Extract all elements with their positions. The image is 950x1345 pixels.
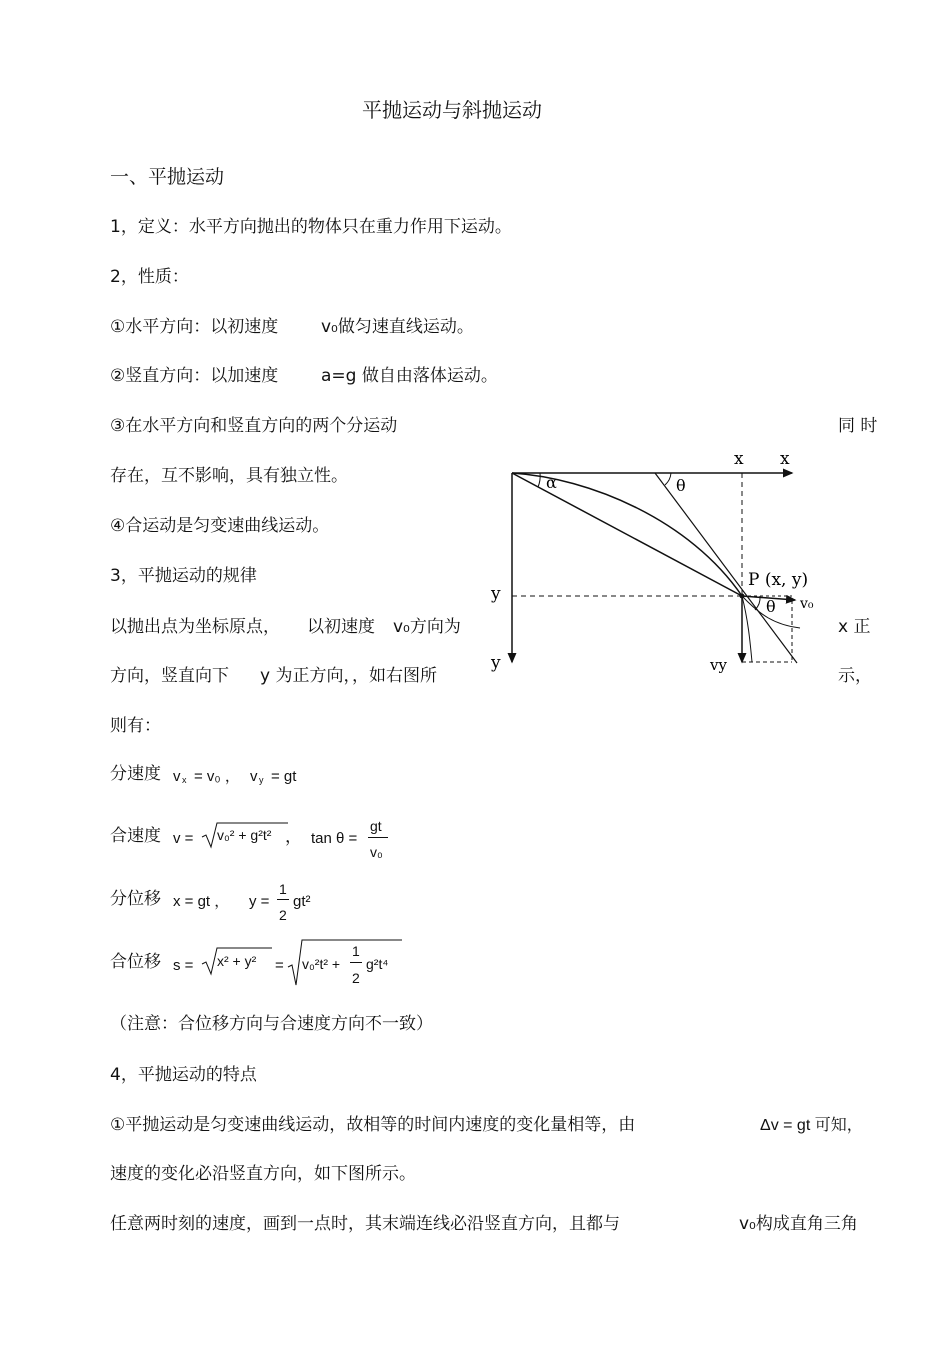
then-text: 则有：	[110, 716, 161, 736]
vx-symbol: v	[173, 768, 181, 785]
v0-label: v₀	[800, 596, 814, 612]
tan-lhs: tan θ =	[311, 830, 358, 847]
coord-text-c: v₀方向为	[393, 617, 461, 637]
fraction-bar	[350, 962, 362, 963]
x-equation: x = gt ，	[173, 893, 230, 910]
tan-numerator: gt	[370, 818, 382, 834]
coord-text-b: 以初速度	[307, 617, 375, 637]
nature-item-3-right: 同 时	[838, 416, 878, 436]
vy-label: vy	[710, 656, 727, 674]
x-label-1: x	[734, 449, 744, 469]
alpha-arc	[538, 473, 540, 487]
v-radicand: v₀² + g²t²	[217, 827, 272, 843]
point-p	[740, 594, 745, 599]
feature-1-formula: Δv = gt 可知，	[760, 1117, 863, 1134]
displacement-total-label: 合位移	[110, 952, 161, 972]
s-radicand-1: x² + y²	[217, 953, 257, 969]
nature-item-4: ④合运动是匀变速曲线运动。	[110, 516, 330, 536]
projectile-diagram	[480, 440, 840, 690]
vy-symbol: v	[250, 768, 258, 785]
note: （注意：合位移方向与合速度方向不一致）	[110, 1014, 433, 1034]
feature-1-cont: 速度的变化必沿竖直方向，如下图所示。	[110, 1164, 416, 1184]
coord-text-e: 方向，竖直向下	[110, 666, 229, 686]
theta-label-1: θ	[676, 476, 686, 495]
nature-item-1-tail: v₀做匀速直线运动。	[321, 317, 474, 337]
nature-heading: 2，性质：	[110, 267, 189, 287]
vy-equation: = gt	[271, 768, 297, 785]
nature-item-2-tail: a=g 做自由落体运动。	[321, 366, 498, 386]
law-heading: 3，平抛运动的规律	[110, 566, 257, 586]
y-equation-tail: gt²	[293, 893, 311, 910]
s-lhs: s =	[173, 957, 194, 974]
nature-item-2: ②竖直方向：以加速度	[110, 366, 279, 386]
v-lhs: v =	[173, 830, 194, 847]
theta-label-2: θ	[766, 597, 776, 616]
comma: ，	[285, 827, 302, 847]
half-numerator: 1	[279, 881, 287, 897]
s-equals: =	[275, 957, 284, 974]
fraction-bar	[277, 899, 289, 900]
s-radicand-2b: g²t⁴	[366, 956, 389, 972]
nature-item-3: ③在水平方向和竖直方向的两个分运动	[110, 416, 398, 436]
features-heading: 4，平抛运动的特点	[110, 1065, 257, 1085]
velocity-direction-line	[655, 473, 797, 663]
vx-equation: = v₀ ，	[194, 768, 240, 785]
tan-denominator: v₀	[370, 844, 383, 860]
nature-item-3-cont: 存在，互不影响，具有独立性。	[110, 466, 348, 486]
point-label: P (x, y)	[748, 570, 809, 590]
velocity-total-label: 合速度	[110, 826, 161, 846]
definition: 1，定义：水平方向抛出的物体只在重力作用下运动。	[110, 217, 512, 237]
s-radicand-2a: v₀²t² +	[302, 956, 341, 972]
half-denominator-2: 2	[352, 970, 360, 986]
displacement-components-label: 分位移	[110, 889, 161, 909]
vy-subscript: y	[259, 775, 264, 785]
fraction-bar	[368, 837, 388, 838]
page-title: 平抛运动与斜抛运动	[362, 98, 542, 122]
vx-subscript: x	[182, 775, 187, 785]
nature-item-1: ①水平方向：以初速度	[110, 317, 279, 337]
y-label-1: y	[491, 584, 501, 604]
coord-text-d: x 正	[838, 617, 871, 637]
y-equation: y =	[249, 893, 270, 910]
section-heading: 一、平抛运动	[110, 166, 225, 188]
feature-2: 任意两时刻的速度，画到一点时，其末端连线必沿竖直方向，且都与	[110, 1214, 620, 1234]
curve-continuation-2	[742, 596, 752, 662]
y-label-2: y	[491, 653, 501, 673]
coord-text-f: y 为正方向，，如右图所	[260, 666, 437, 686]
half-denominator: 2	[279, 907, 287, 923]
alpha-label: α	[546, 473, 557, 492]
half-numerator-2: 1	[352, 943, 360, 959]
feature-1: ①平抛运动是匀变速曲线运动，故相等的时间内速度的变化量相等，由	[110, 1115, 636, 1135]
theta-arc-top	[665, 473, 671, 485]
feature-2-tail: v₀构成直角三角	[739, 1214, 858, 1234]
velocity-components-label: 分速度	[110, 764, 161, 784]
coord-text-a: 以抛出点为坐标原点，	[110, 617, 280, 637]
x-label-2: x	[780, 449, 790, 469]
coord-text-g: 示，	[838, 666, 872, 686]
